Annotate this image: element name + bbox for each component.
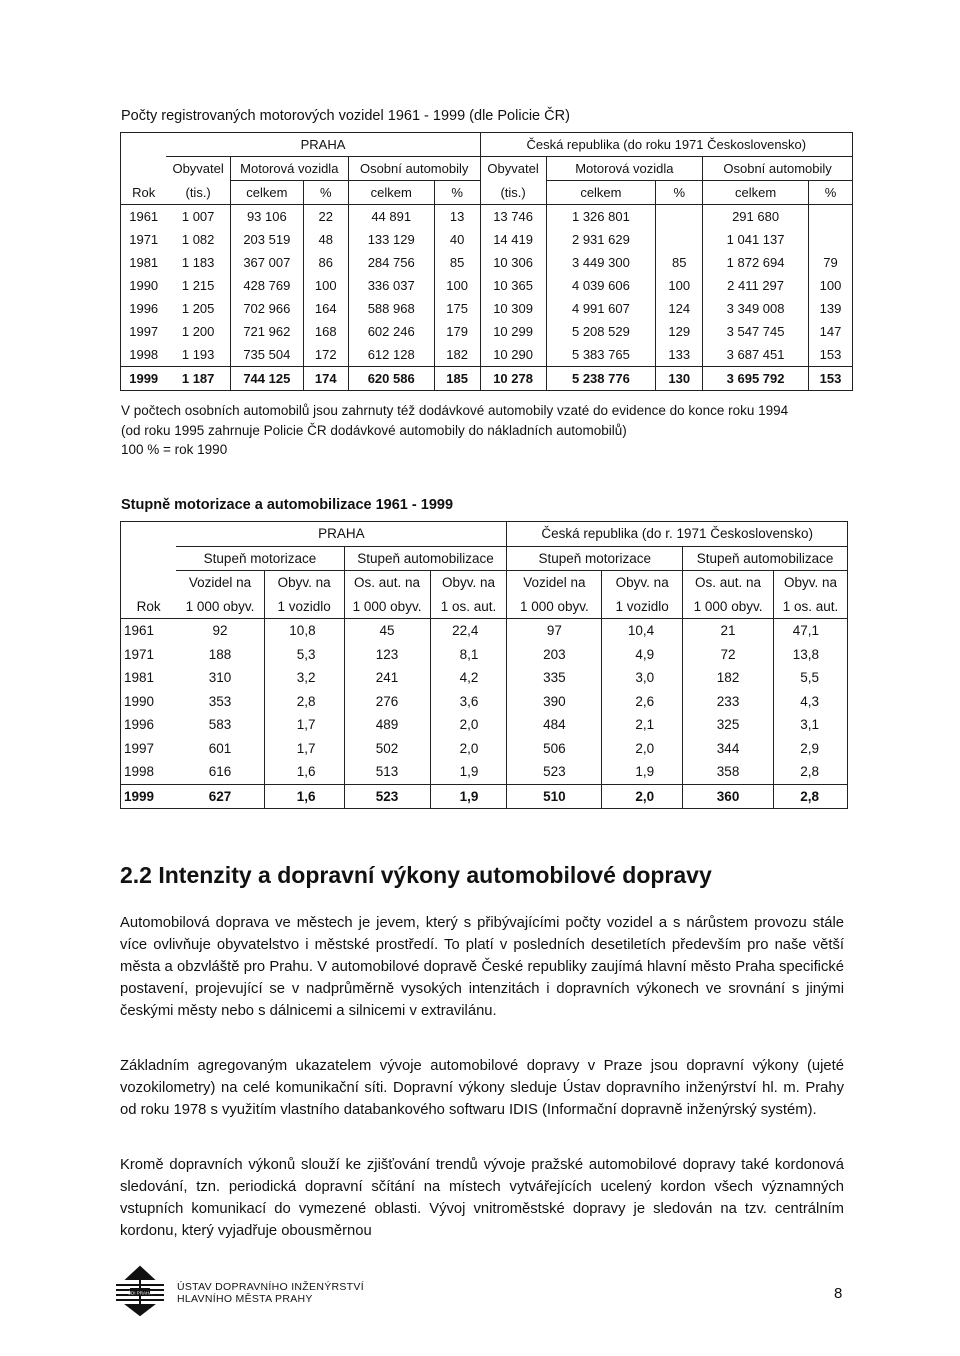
- value-cell: 3 349 008: [703, 297, 809, 320]
- value-cell: 10 290: [480, 343, 546, 367]
- value-cell: 13: [434, 205, 480, 229]
- value-cell: 3 449 300: [546, 251, 656, 274]
- year-cell: 1971: [121, 643, 177, 667]
- value-cell: 721 962: [230, 320, 303, 343]
- header-celkem: celkem: [703, 181, 809, 205]
- value-cell: 147: [808, 320, 852, 343]
- value-cell: 1,6: [264, 760, 344, 784]
- table-row: [121, 228, 853, 251]
- value-cell: 1,9: [430, 784, 507, 809]
- table-row: [121, 251, 853, 274]
- value-cell: 182: [434, 343, 480, 367]
- value-cell: 702 966: [230, 297, 303, 320]
- value-cell: 182: [683, 666, 774, 690]
- value-cell: 484: [507, 713, 602, 737]
- header-stupen-motorizace-cr: Stupeň motorizace: [507, 546, 683, 571]
- footer-org: [177, 1281, 364, 1305]
- value-cell: 276: [344, 690, 430, 714]
- value-cell: 513: [344, 760, 430, 784]
- table-row: [121, 666, 848, 690]
- header-obyv-na: Obyv. na: [430, 571, 507, 595]
- value-cell: 4 039 606: [546, 274, 656, 297]
- value-cell: 390: [507, 690, 602, 714]
- value-cell: 5 383 765: [546, 343, 656, 367]
- table-row: [121, 297, 853, 320]
- value-cell: 601: [208, 740, 232, 756]
- header-obyvatel-cr: Obyvatel: [480, 157, 546, 181]
- value-cell: 47,1: [774, 619, 848, 643]
- value-cell: 1 215: [181, 278, 215, 293]
- value-cell: 1 326 801: [546, 205, 656, 229]
- value-cell: 336 037: [348, 274, 434, 297]
- value-cell: 10 306: [480, 251, 546, 274]
- header-cr: Česká republika (do roku 1971 Československo): [480, 133, 852, 157]
- year-cell: 1998: [121, 343, 167, 367]
- value-cell: 153: [808, 343, 852, 367]
- value-cell: 8,1: [430, 643, 507, 667]
- year-cell: 1990: [121, 274, 167, 297]
- value-cell: 100: [434, 274, 480, 297]
- value-cell: 133: [656, 343, 703, 367]
- value-cell: 45: [344, 619, 430, 643]
- value-cell: 1 183: [181, 255, 215, 270]
- footer-org-line1: ÚSTAV DOPRAVNÍHO INŽENÝRSTVÍ: [177, 1281, 364, 1293]
- value-cell: 602 246: [348, 320, 434, 343]
- value-cell: 506: [507, 737, 602, 761]
- value-cell: 139: [808, 297, 852, 320]
- value-cell: 130: [656, 367, 703, 391]
- header-1000-obyv: 1 000 obyv.: [344, 595, 430, 619]
- header-pct: %: [656, 181, 703, 205]
- value-cell: 502: [344, 737, 430, 761]
- value-cell: 428 769: [230, 274, 303, 297]
- paragraph: Kromě dopravních výkonů slouží ke zjišťování trendů vývoje pražské automobilové dopravy také kordonová sledování, tzn. periodická dopravní sčítání na místech vytvářejících ucelený kordon všech významných vstupních komunikací do vymezené oblasti. Vývoj vnitroměstské dopravy je sledován na tzv. centrálním kordonu, který vyjadřuje obousměrnou: [120, 1157, 844, 1239]
- header-obyv-na: Obyv. na: [264, 571, 344, 595]
- value-cell: 3,2: [264, 666, 344, 690]
- table-row: [121, 690, 848, 714]
- table-row: [121, 784, 848, 809]
- value-cell: 5 238 776: [546, 367, 656, 391]
- value-cell: 97: [507, 619, 602, 643]
- header-1-vozidlo: 1 vozidlo: [264, 595, 344, 619]
- value-cell: 1,7: [264, 737, 344, 761]
- value-cell: 1,6: [264, 784, 344, 809]
- value-cell: 612 128: [348, 343, 434, 367]
- value-cell: 40: [434, 228, 480, 251]
- value-cell: 1,9: [430, 760, 507, 784]
- value-cell: 21: [683, 619, 774, 643]
- value-cell: 10 299: [480, 320, 546, 343]
- header-motorova: Motorová vozidla: [230, 157, 348, 181]
- table-row: [121, 760, 848, 784]
- value-cell: 735 504: [230, 343, 303, 367]
- table-row: [121, 205, 853, 229]
- value-cell: 241: [344, 666, 430, 690]
- value-cell: 93 106: [230, 205, 303, 229]
- value-cell: 588 968: [348, 297, 434, 320]
- value-cell: 2,0: [430, 713, 507, 737]
- table1-title: Počty registrovaných motorových vozidel 1961 - 1999 (dle Policie ČR): [121, 108, 570, 124]
- value-cell: 203: [507, 643, 602, 667]
- year-cell: 1990: [121, 690, 177, 714]
- header-osobni-cr: Osobní automobily: [703, 157, 853, 181]
- value-cell: 489: [344, 713, 430, 737]
- value-cell: 325: [683, 713, 774, 737]
- value-cell: 85: [434, 251, 480, 274]
- header-stupen-automobilizace: Stupeň automobilizace: [344, 546, 507, 571]
- value-cell: 1 007: [181, 209, 215, 224]
- value-cell: 583: [208, 717, 232, 732]
- paragraph: Základním agregovaným ukazatelem vývoje automobilové dopravy v Praze jsou dopravní výkony (ujeté vozokilometry) na celé komunikační síti. Dopravní výkony sleduje Ústav dopravního inženýrství hl. m. Prahy od roku 1978 s využitím vlastního databankového softwaru IDIS (Informační dopravně inženýrský systém).: [120, 1058, 844, 1118]
- value-cell: 233: [683, 690, 774, 714]
- value-cell: 291 680: [703, 205, 809, 229]
- value-cell: 5,5: [774, 666, 848, 690]
- value-cell: 1 200: [181, 324, 215, 339]
- value-cell: 2,1: [602, 713, 683, 737]
- value-cell: 2,8: [774, 760, 848, 784]
- value-cell: 185: [434, 367, 480, 391]
- value-cell: 2,0: [602, 737, 683, 761]
- table-row: [121, 643, 848, 667]
- year-cell: 1996: [121, 297, 167, 320]
- table-row: [121, 713, 848, 737]
- value-cell: 133 129: [348, 228, 434, 251]
- value-cell: 5 208 529: [546, 320, 656, 343]
- value-cell: 1 872 694: [703, 251, 809, 274]
- value-cell: 123: [344, 643, 430, 667]
- year-cell: 1996: [121, 713, 177, 737]
- header-pct: %: [434, 181, 480, 205]
- header-celkem: celkem: [546, 181, 656, 205]
- value-cell: 3,0: [602, 666, 683, 690]
- value-cell: 2,0: [602, 784, 683, 809]
- value-cell: 510: [507, 784, 602, 809]
- value-cell: [808, 205, 852, 229]
- note-line: (od roku 1995 zahrnuje Policie ČR dodávkové automobily do nákladních automobilů): [121, 422, 627, 438]
- value-cell: 3 695 792: [703, 367, 809, 391]
- table2-title: Stupně motorizace a automobilizace 1961 - 1999: [121, 497, 454, 513]
- value-cell: 44 891: [348, 205, 434, 229]
- value-cell: 179: [434, 320, 480, 343]
- value-cell: 1 041 137: [703, 228, 809, 251]
- value-cell: 1 193: [181, 347, 215, 362]
- value-cell: 5,3: [264, 643, 344, 667]
- value-cell: [656, 228, 703, 251]
- value-cell: 100: [808, 274, 852, 297]
- header-1-os-aut: 1 os. aut.: [774, 595, 848, 619]
- value-cell: 2,0: [430, 737, 507, 761]
- header-rok: Rok: [121, 595, 177, 619]
- header-pct: %: [808, 181, 852, 205]
- value-cell: 10,8: [264, 619, 344, 643]
- value-cell: 14 419: [480, 228, 546, 251]
- table1-notes: [121, 401, 788, 460]
- header-obyv-na: Obyv. na: [602, 571, 683, 595]
- value-cell: 2,8: [774, 784, 848, 809]
- value-cell: 353: [208, 693, 232, 709]
- value-cell: 2 411 297: [703, 274, 809, 297]
- value-cell: 358: [683, 760, 774, 784]
- value-cell: 367 007: [230, 251, 303, 274]
- year-cell: 1981: [121, 666, 177, 690]
- header-rok: Rok: [121, 181, 167, 205]
- year-cell: 1997: [121, 737, 177, 761]
- value-cell: [656, 205, 703, 229]
- header-stupen-automobilizace-cr: Stupeň automobilizace: [683, 546, 848, 571]
- value-cell: 2 931 629: [546, 228, 656, 251]
- value-cell: 72: [683, 643, 774, 667]
- header-celkem: celkem: [230, 181, 303, 205]
- value-cell: 10 365: [480, 274, 546, 297]
- value-cell: 174: [303, 367, 348, 391]
- header-os-aut-na: Os. aut. na: [683, 571, 774, 595]
- value-cell: 100: [303, 274, 348, 297]
- value-cell: 4,2: [430, 666, 507, 690]
- header-stupen-motorizace: Stupeň motorizace: [176, 546, 344, 571]
- value-cell: 523: [507, 760, 602, 784]
- year-cell: 1999: [121, 784, 177, 809]
- header-cr: Česká republika (do r. 1971 Československo): [507, 522, 848, 547]
- value-cell: 92: [212, 623, 228, 638]
- value-cell: 523: [344, 784, 430, 809]
- value-cell: 86: [303, 251, 348, 274]
- value-cell: 203 519: [230, 228, 303, 251]
- value-cell: 335: [507, 666, 602, 690]
- value-cell: 3,1: [774, 713, 848, 737]
- value-cell: 124: [656, 297, 703, 320]
- page-number: 8: [834, 1285, 843, 1302]
- note-line: V počtech osobních automobilů jsou zahrnuty též dodávkové automobily vzaté do evidence do konce roku 1994: [121, 403, 789, 418]
- header-1-os-aut: 1 os. aut.: [430, 595, 507, 619]
- year-cell: 1981: [121, 251, 167, 274]
- value-cell: 344: [683, 737, 774, 761]
- value-cell: 100: [656, 274, 703, 297]
- value-cell: 175: [434, 297, 480, 320]
- value-cell: 744 125: [230, 367, 303, 391]
- value-cell: 168: [303, 320, 348, 343]
- value-cell: 188: [208, 646, 232, 662]
- table-row: [121, 367, 853, 391]
- value-cell: 10,4: [602, 619, 683, 643]
- table-row: [121, 343, 853, 367]
- value-cell: 164: [303, 297, 348, 320]
- value-cell: 1 205: [181, 301, 215, 316]
- value-cell: 2,6: [602, 690, 683, 714]
- value-cell: 3 547 745: [703, 320, 809, 343]
- value-cell: 4,3: [774, 690, 848, 714]
- table-row: [121, 274, 853, 297]
- registered-vehicles-table: [120, 132, 853, 391]
- value-cell: 4 991 607: [546, 297, 656, 320]
- value-cell: 4,9: [602, 643, 683, 667]
- header-1000-obyv: 1 000 obyv.: [507, 595, 602, 619]
- logo-text: ÚDI PRAHA: [127, 1290, 153, 1296]
- value-cell: 22: [303, 205, 348, 229]
- value-cell: 3,6: [430, 690, 507, 714]
- value-cell: 310: [208, 670, 232, 685]
- year-cell: 1997: [121, 320, 167, 343]
- footer-org-line2: HLAVNÍHO MĚSTA PRAHY: [177, 1293, 313, 1305]
- header-obyv-na: Obyv. na: [774, 571, 848, 595]
- value-cell: 13 746: [480, 205, 546, 229]
- value-cell: 620 586: [348, 367, 434, 391]
- value-cell: 2,8: [264, 690, 344, 714]
- section-heading: 2.2 Intenzity a dopravní výkony automobilové dopravy: [120, 862, 712, 888]
- value-cell: 79: [808, 251, 852, 274]
- header-osobni: Osobní automobily: [348, 157, 480, 181]
- header-os-aut-na: Os. aut. na: [344, 571, 430, 595]
- header-vozidel-na: Vozidel na: [507, 571, 602, 595]
- value-cell: 1 082: [181, 232, 215, 247]
- header-tis: (tis.): [166, 181, 230, 205]
- header-celkem: celkem: [348, 181, 434, 205]
- header-1000-obyv: 1 000 obyv.: [176, 595, 264, 619]
- value-cell: 1,9: [602, 760, 683, 784]
- value-cell: 13,8: [774, 643, 848, 667]
- value-cell: 616: [208, 764, 232, 779]
- year-cell: 1998: [121, 760, 177, 784]
- header-motorova-cr: Motorová vozidla: [546, 157, 703, 181]
- value-cell: 1,7: [264, 713, 344, 737]
- header-obyvatel: Obyvatel: [166, 157, 230, 181]
- value-cell: 153: [808, 367, 852, 391]
- table-row: [121, 737, 848, 761]
- value-cell: 129: [656, 320, 703, 343]
- table-row: [121, 619, 848, 643]
- value-cell: 10 309: [480, 297, 546, 320]
- udi-logo-icon: [113, 1265, 167, 1317]
- value-cell: 1 187: [166, 367, 230, 391]
- value-cell: 627: [176, 784, 264, 809]
- header-tis: (tis.): [480, 181, 546, 205]
- motorization-table: [120, 521, 848, 809]
- year-cell: 1961: [121, 205, 167, 229]
- year-cell: 1971: [121, 228, 167, 251]
- value-cell: 48: [303, 228, 348, 251]
- table-row: [121, 320, 853, 343]
- note-line: 100 % = rok 1990: [121, 442, 228, 457]
- value-cell: 85: [656, 251, 703, 274]
- header-praha: PRAHA: [176, 522, 507, 547]
- header-praha: PRAHA: [166, 133, 480, 157]
- value-cell: 3 687 451: [703, 343, 809, 367]
- header-pct: %: [303, 181, 348, 205]
- year-cell: 1961: [121, 619, 177, 643]
- header-1000-obyv: 1 000 obyv.: [683, 595, 774, 619]
- value-cell: 22,4: [430, 619, 507, 643]
- value-cell: 172: [303, 343, 348, 367]
- header-vozidel-na: Vozidel na: [188, 575, 252, 590]
- value-cell: 284 756: [348, 251, 434, 274]
- header-1-vozidlo: 1 vozidlo: [602, 595, 683, 619]
- paragraph: Automobilová doprava ve městech je jevem, který s přibývajícími počty vozidel a s nárůstem provozu stále více ovlivňuje obyvatelstvo i městské prostředí. To platí v posledních desetiletích především pro naše větší města a obzvláště pro Prahu. V automobilové dopravě České republiky zaujímá hlavní město Praha specifické postavení, projevující se v nadprůměrně vysokých intenzitách i dopravních výkonech ve srovnání s jinými českými městy nebo s dálnicemi a silnicemi v extravilánu.: [120, 915, 844, 1019]
- value-cell: 360: [683, 784, 774, 809]
- year-cell: 1999: [121, 367, 167, 391]
- value-cell: 10 278: [480, 367, 546, 391]
- value-cell: [808, 228, 852, 251]
- value-cell: 2,9: [774, 737, 848, 761]
